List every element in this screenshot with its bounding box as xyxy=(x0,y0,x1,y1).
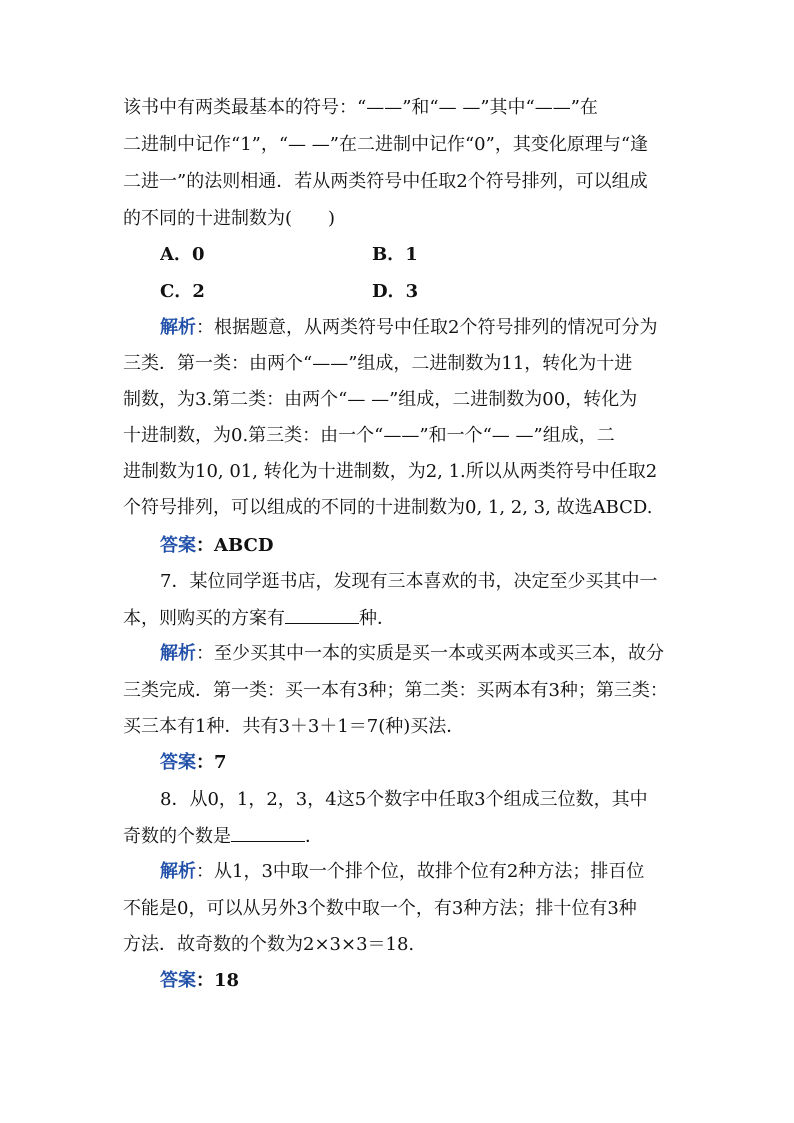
q7-analysis-line: 买三本有1种．共有3＋3＋1＝7(种)买法． xyxy=(123,716,465,737)
analysis-label: 解析 xyxy=(160,861,196,882)
q7-text-line xyxy=(123,606,683,630)
analysis-text: ：根据题意，从两类符号中任取2个符号排列的情况可分为 xyxy=(196,317,658,338)
q6-options-row xyxy=(160,243,683,267)
option-d: D．3 xyxy=(372,281,419,302)
q8-analysis-line xyxy=(160,860,683,884)
answer-label: 答案 xyxy=(160,535,196,556)
q7-analysis-line: 三类完成．第一类：买一本有3种；第二类：买两本有3种；第三类： xyxy=(123,680,668,701)
q7-answer-line xyxy=(160,751,683,775)
q6-analysis-line: 三类．第一类：由两个“——”组成，二进制数为11，转化为十进 xyxy=(123,353,633,374)
q6-text-line: 二进制中记作“1”，“— —”在二进制中记作“0”，其变化原理与“逢 xyxy=(123,134,649,155)
answer-text: ：ABCD xyxy=(196,535,274,556)
q6-analysis-line: 制数，为3.第二类：由两个“— —”组成，二进制数为00，转化为 xyxy=(123,389,638,410)
q8-answer-line xyxy=(160,969,683,993)
q8-text: 奇数的个数是 xyxy=(123,826,231,847)
analysis-label: 解析 xyxy=(160,643,196,664)
q8-analysis-line: 不能是0，可以从另外3个数中取一个，有3种方法；排十位有3种 xyxy=(123,898,637,919)
q6-analysis-line: 十进制数，为0.第三类：由一个“——”和一个“— —”组成，二 xyxy=(123,425,615,446)
analysis-text: ：至少买其中一本的实质是买一本或买两本或买三本，故分 xyxy=(196,643,664,664)
q7-text: 种． xyxy=(359,608,395,629)
answer-blank xyxy=(231,824,305,842)
option-c: C．2 xyxy=(160,281,205,302)
q8-text-line: 8．从0，1，2，3，4这5个数字中任取3个组成三位数，其中 xyxy=(160,789,648,810)
option-a: A．0 xyxy=(160,244,205,265)
q6-text-line: 的不同的十进制数为( ) xyxy=(123,208,336,229)
answer-blank xyxy=(285,606,359,624)
analysis-text: ：从1，3中取一个排个位，故排个位有2种方法；排百位 xyxy=(196,861,645,882)
q7-analysis-line xyxy=(160,642,683,666)
answer-text: ：7 xyxy=(196,752,227,773)
q6-analysis-line: 进制数为10, 01, 转化为十进制数，为2, 1.所以从两类符号中任取2 xyxy=(123,461,658,482)
q7-text: 本，则购买的方案有 xyxy=(123,608,285,629)
q6-analysis-line: 个符号排列，可以组成的不同的十进制数为0, 1, 2, 3, 故选ABCD. xyxy=(123,497,653,518)
option-b: B．1 xyxy=(372,244,418,265)
q6-text-line: 该书中有两类最基本的符号：“——”和“— —”其中“——”在 xyxy=(123,97,598,118)
q6-analysis-line xyxy=(160,316,683,340)
q6-answer-line xyxy=(160,534,683,558)
q6-text-line: 二进一”的法则相通．若从两类符号中任取2个符号排列，可以组成 xyxy=(123,171,648,192)
answer-text: ：18 xyxy=(196,970,240,991)
q8-analysis-line: 方法．故奇数的个数为2×3×3＝18. xyxy=(123,934,415,955)
q8-text: ． xyxy=(305,826,323,847)
q7-text-line: 7．某位同学逛书店，发现有三本喜欢的书，决定至少买其中一 xyxy=(160,571,658,592)
analysis-label: 解析 xyxy=(160,317,196,338)
answer-label: 答案 xyxy=(160,970,196,991)
answer-label: 答案 xyxy=(160,752,196,773)
q6-options-row xyxy=(160,280,683,304)
q8-text-line xyxy=(123,824,683,848)
